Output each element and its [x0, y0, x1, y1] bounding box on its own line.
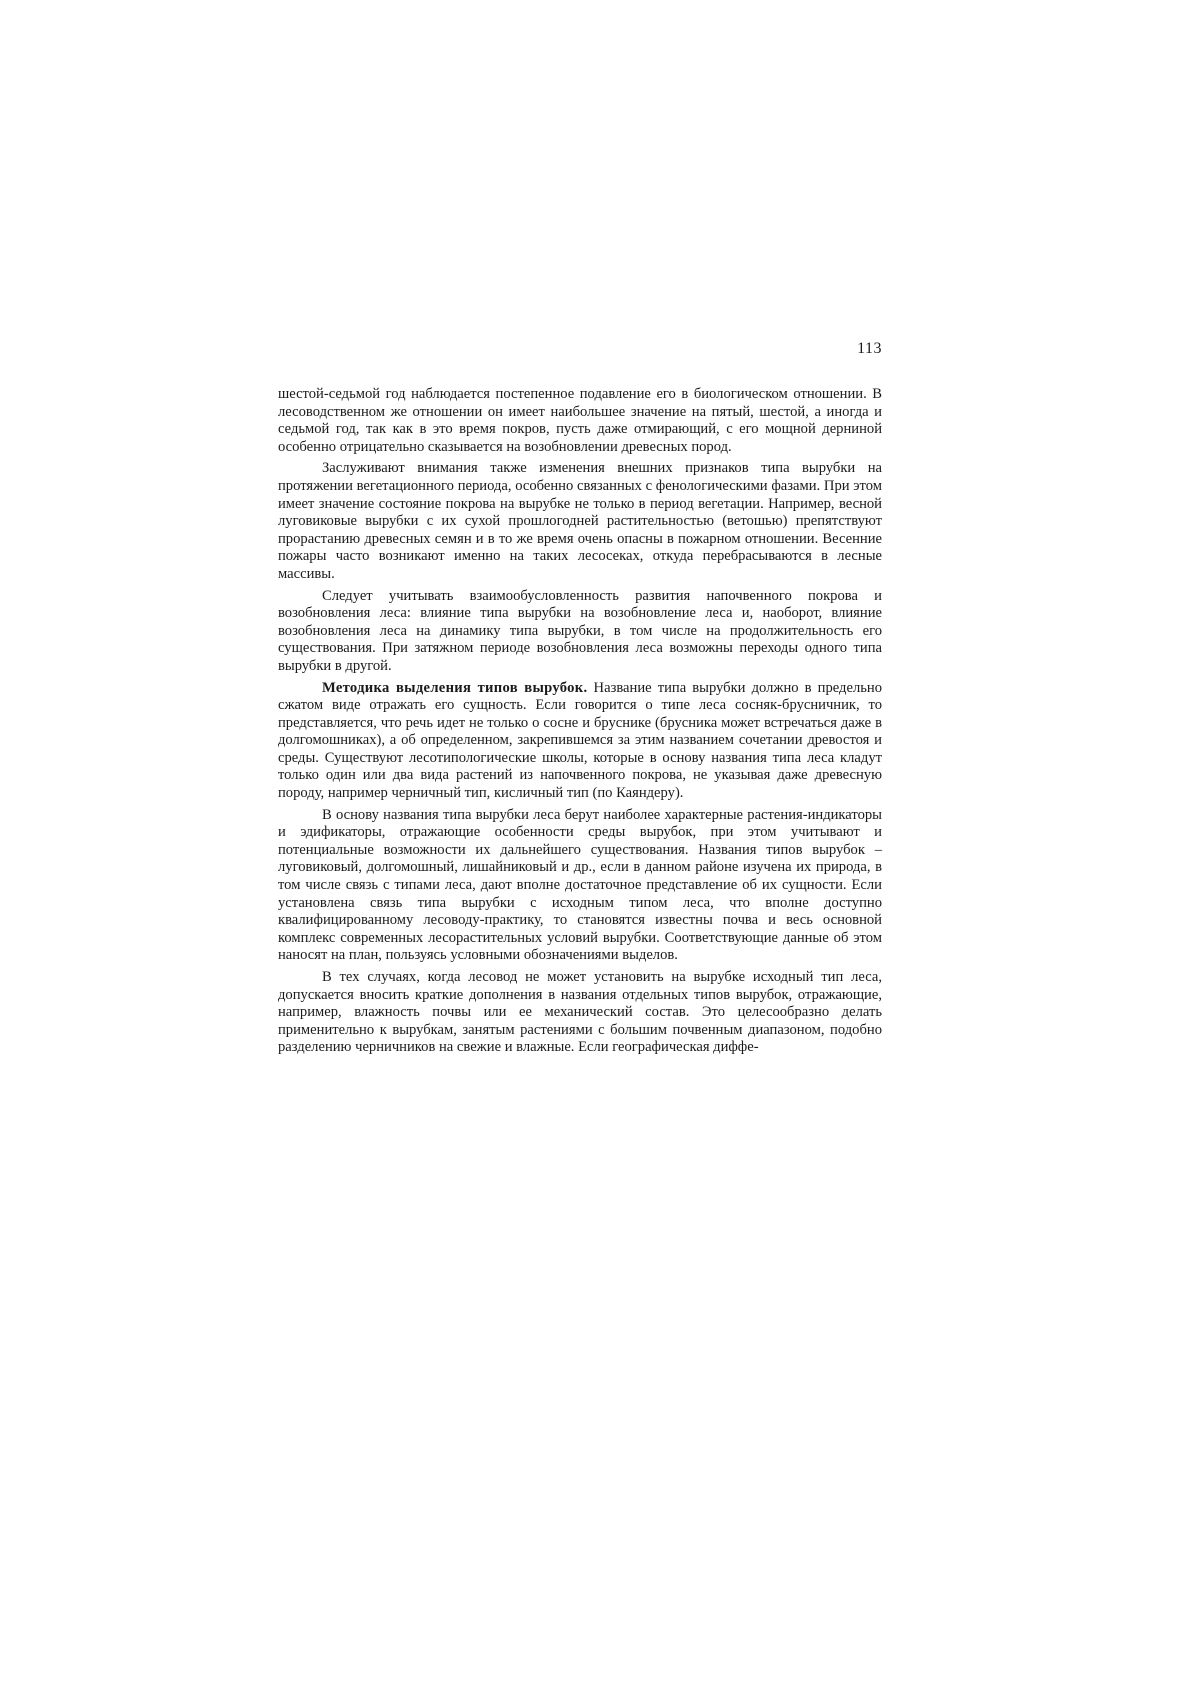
paragraph-3-text: Следует учитывать взаимообусловленность развития напочвенного покрова и возобновления леса: влияние типа вырубки на возобновление леса и, наоборот, влияние возобновления леса на динамику типа вырубки, в том числе на продолжительность его существования. При затяжном периоде возобновления леса возможны переходы одного типа вырубки в другой.	[278, 587, 882, 674]
paragraph-4-text: Название типа вырубки должно в предельно сжатом виде отражать его сущность. Если говорится о типе леса сосняк-брусничник, то представляется, что речь идет не только о сосне и бруснике (брусника может встречаться даже в долгомошниках), а об определенном, закрепившемся за этим названием сочетании древостоя и среды. Существуют лесотипологические школы, которые в основу названия типа леса кладут только один или два вида растений из напочвенного покрова, не указывая даже древесную породу, например черничный тип, кисличный тип (по Каяндеру).	[278, 679, 883, 802]
paragraph-1-text: шестой-седьмой год наблюдается постепенное подавление его в биологическом отношении. В лесоводственном же отношении он имеет наибольшее значение на пятый, шестой, а иногда и седьмой год, так как в это время покров, пусть даже отмирающий, с его мощной дерниной особенно отрицательно сказывается на возобновлении древесных пород.	[278, 386, 882, 455]
section-heading: Методика выделения типов вырубок.	[322, 679, 588, 696]
page-number: 113	[857, 340, 882, 357]
paragraph-3	[278, 588, 882, 676]
paragraph-2	[278, 460, 882, 583]
body-text	[278, 386, 882, 1057]
paragraph-4	[278, 680, 882, 803]
paragraph-5-text: В основу названия типа вырубки леса берут наиболее характерные растения-индикаторы и эдификаторы, отражающие особенности среды вырубок, при этом учитывают и потенциальные возможности их дальнейшего существования. Названия типов вырубок – луговиковый, долгомошный, лишайниковый и др., если в данном районе изучена их природа, в том числе связь с типами леса, дают вполне достаточное представление об их сущности. Если установлена связь типа вырубки с исходным типом леса, что вполне доступно квалифицированному лесоводу-практику, то становятся известны почва и весь основной комплекс современных лесорастительных условий вырубки. Соответствующие данные об этом наносят на план, пользуясь условными обозначениями выделов.	[278, 806, 882, 964]
paragraph-6	[278, 969, 882, 1057]
paragraph-6-text: В тех случаях, когда лесовод не может установить на вырубке исходный тип леса, допускается вносить краткие дополнения в названия отдельных типов вырубок, отражающие, например, влажность почвы или ее механический состав. Это целесообразно делать применительно к вырубкам, занятым растениями с большим почвенным диапазоном, подобно разделению черничников на свежие и влажные. Если географическая диффе-	[278, 969, 882, 1056]
paragraph-1	[278, 386, 882, 456]
paragraph-2-text: Заслуживают внимания также изменения внешних признаков типа вырубки на протяжении вегетационного периода, особенно связанных с фенологическими фазами. При этом имеет значение состояние покрова на вырубке не только в период вегетации. Например, весной луговиковые вырубки с их сухой прошлогодней растительностью (ветошью) препятствуют прорастанию древесных семян и в то же время очень опасны в пожарном отношении. Весенние пожары часто возникают именно на таких лесосеках, откуда перебрасываются в лесные массивы.	[278, 460, 882, 582]
paragraph-5	[278, 807, 882, 965]
